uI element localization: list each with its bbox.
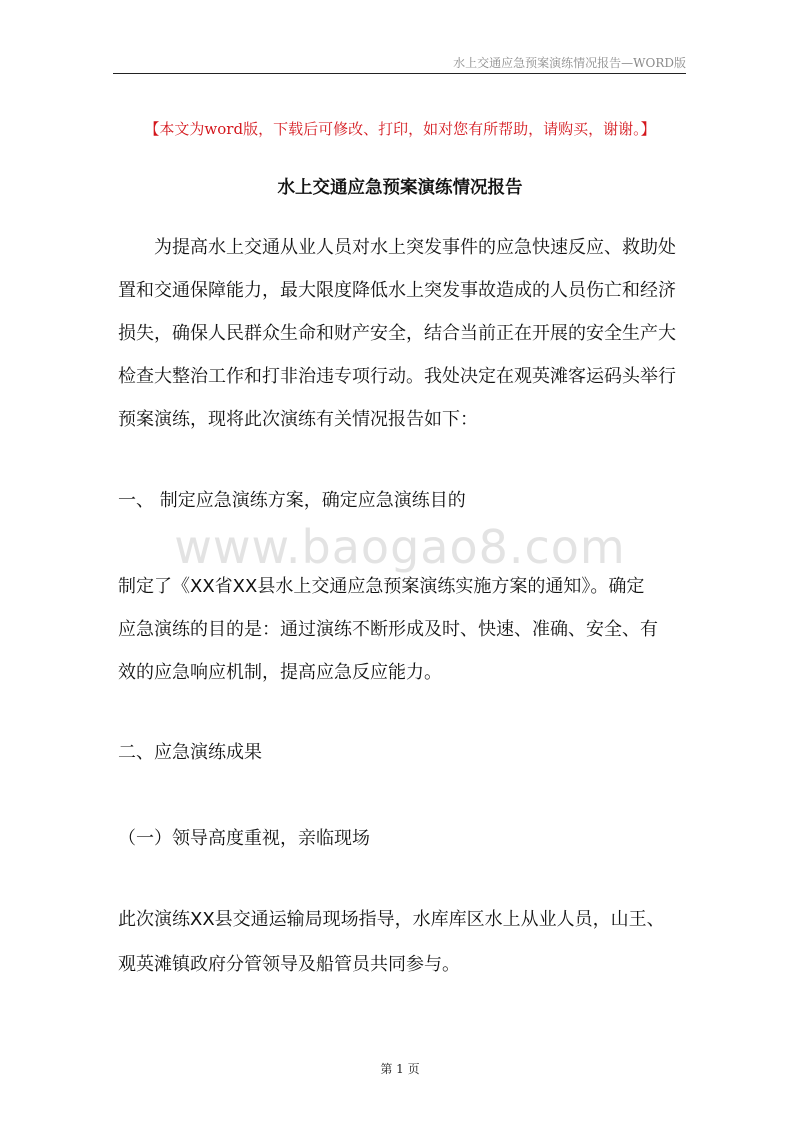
section-1-heading: 一、 制定应急演练方案，确定应急演练目的: [118, 490, 466, 511]
intro-paragraph: 为提高水上交通从业人员对水上突发事件的应急快速反应、救助处置和交通保障能力，最大限度降低水上突发事故造成的人员伤亡和经济损失，确保人民群众生命和财产安全，结合当前正在开展的安全生产大检查大整治工作和打非治违专项行动。我处决定在观英滩客运码头举行预案演练，现将此次演练有关情况报告如下：: [118, 237, 676, 430]
running-header: 水上交通应急预案演练情况报告—WORD版: [453, 56, 686, 70]
document-title: 水上交通应急预案演练情况报告: [277, 178, 523, 198]
section-1-body-line-3: 效的应急响应机制，提高应急反应能力。: [118, 662, 442, 683]
subsection-1-body-line-2: 观英滩镇政府分管领导及船管员共同参与。: [118, 954, 460, 975]
section-2-heading: 二、应急演练成果: [118, 742, 262, 763]
purchase-notice: 【本文为word版，下载后可修改、打印，如对您有所帮助，请购买，谢谢。】: [144, 120, 656, 138]
subsection-1-heading: （一）领导高度重视，亲临现场: [118, 828, 370, 849]
section-1-body-line-2: 应急演练的目的是：通过演练不断形成及时、快速、准确、安全、有: [118, 619, 658, 640]
site-watermark: www.baogao8.com: [174, 520, 626, 574]
subsection-1-body-line-1: 此次演练XX县交通运输局现场指导，水库库区水上从业人员，山王、: [118, 909, 665, 930]
page-number: 第 1 页: [380, 1062, 420, 1076]
section-1-body-line-1: 制定了《XX省XX县水上交通应急预案演练实施方案的通知》。确定: [118, 576, 645, 597]
header-divider: [113, 73, 686, 74]
